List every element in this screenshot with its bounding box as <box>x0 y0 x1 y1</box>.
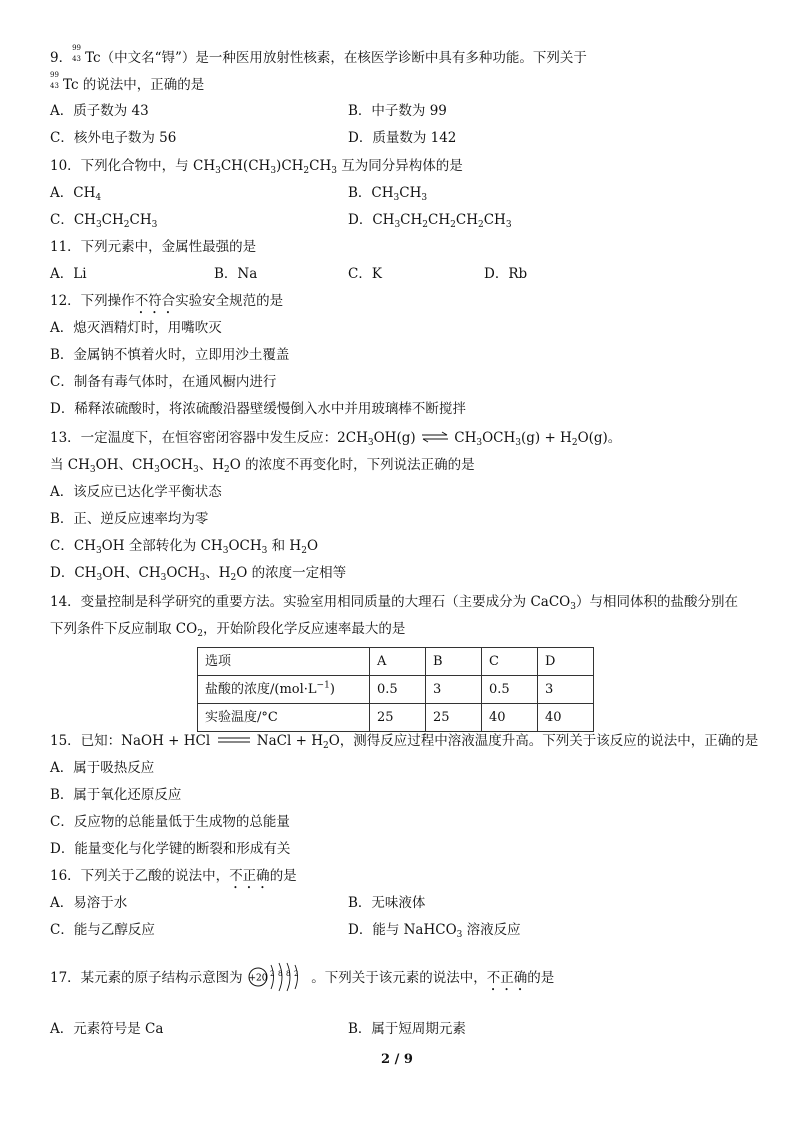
q16-option-b[interactable]: B．无味液体 <box>348 895 426 911</box>
q13-option-b[interactable]: B．正、逆反应速率均为零 <box>50 511 209 527</box>
q9-stem-line2: 99 43 Tc 的说法中，正确的是 <box>50 71 205 93</box>
q14-stem-line1: 14．变量控制是科学研究的重要方法。实验室用相同质量的大理石（主要成分为 CaCO$_3$）与相同体积的盐酸分别在 <box>50 594 738 612</box>
q10-formula: $CH_3CH(CH_3)CH_2CH_3$ <box>192 158 337 176</box>
q13-stem-line2: 当 $CH_3OH$、$CH_3OCH_3$、$H_2O$ 的浓度不再变化时，下列说法正确的是 <box>50 457 475 475</box>
nucleus-charge: +20 <box>248 973 268 984</box>
table-row <box>198 704 594 732</box>
table-header-cell: C <box>482 648 538 676</box>
q16-option-a[interactable]: A．易溶于水 <box>50 895 128 911</box>
q9-option-b[interactable]: B．中子数为 99 <box>348 103 447 119</box>
q13-option-a[interactable]: A．该反应已达化学平衡状态 <box>50 484 222 500</box>
q15-option-c[interactable]: C．反应物的总能量低于生成物的总能量 <box>50 814 290 830</box>
q17-option-a[interactable]: A．元素符号是 Ca <box>50 1021 164 1037</box>
q15-option-a[interactable]: A．属于吸热反应 <box>50 760 155 776</box>
table-row <box>198 676 594 704</box>
table-cell: 3 <box>538 676 594 704</box>
emphasis-text: 不正确 <box>229 868 270 884</box>
table-cell: 0.5 <box>370 676 426 704</box>
q11-option-b[interactable]: B．Na <box>214 266 258 282</box>
shell-electrons: 8 <box>277 970 283 978</box>
q11-option-c[interactable]: C．K <box>348 266 382 282</box>
emphasis-text: 不正确 <box>486 970 528 986</box>
table-header-cell: A <box>370 648 426 676</box>
page-number: 2 / 9 <box>381 1052 413 1067</box>
table-cell: 0.5 <box>482 676 538 704</box>
q12-option-a[interactable]: A．熄灭酒精灯时，用嘴吹灭 <box>50 320 222 336</box>
table-cell: 3 <box>426 676 482 704</box>
q10-option-d[interactable]: D．$CH_3CH_2CH_2CH_2CH_3$ <box>348 212 512 230</box>
shell-electrons: 2 <box>293 970 299 978</box>
table-header-row <box>198 648 594 676</box>
reversible-arrow-icon <box>420 430 450 444</box>
table-cell: 40 <box>538 704 594 732</box>
q9-option-a[interactable]: A．质子数为 43 <box>50 103 149 119</box>
table-header-cell: B <box>426 648 482 676</box>
atomic-structure-diagram <box>247 960 307 994</box>
q9-option-d[interactable]: D．质量数为 142 <box>348 130 457 146</box>
table-cell: 40 <box>482 704 538 732</box>
table-header-cell: D <box>538 648 594 676</box>
tc99-isotope: 99 43 <box>72 44 82 63</box>
q10-option-a[interactable]: A．$CH_4$ <box>50 185 102 203</box>
reaction-equals-icon <box>215 734 253 746</box>
q10-option-c[interactable]: C．$CH_3CH_2CH_3$ <box>50 212 158 230</box>
q16-option-c[interactable]: C．能与乙醇反应 <box>50 922 155 938</box>
q11-option-d[interactable]: D．Rb <box>484 266 528 282</box>
q12-option-d[interactable]: D．稀释浓硫酸时，将浓硫酸沿器壁缓慢倒入水中并用玻璃棒不断搅拌 <box>50 401 466 417</box>
table-cell: 实验温度/°C <box>198 704 370 732</box>
emphasis-text: 不符合 <box>134 293 176 309</box>
shell-electrons: 8 <box>285 970 291 978</box>
q12-option-b[interactable]: B．金属钠不慎着火时，立即用沙土覆盖 <box>50 347 290 363</box>
q9-stem-line1: 9． 99 43 Tc（中文名“锝”）是一种医用放射性核素，在核医学诊断中具有多种功能。下列关于 <box>50 44 587 66</box>
q9-option-c[interactable]: C．核外电子数为 56 <box>50 130 177 146</box>
q17-stem: 17．某元素的原子结构示意图为 +20 2 8 8 2 。下列关于该元素的说法中，不正确的是 <box>50 960 554 994</box>
q14-stem-line2: 下列条件下反应制取 $CO_2$，开始阶段化学反应速率最大的是 <box>50 621 406 639</box>
q15-option-d[interactable]: D．能量变化与化学键的断裂和形成有关 <box>50 841 291 857</box>
q13-option-d[interactable]: D．$CH_3OH$、$CH_3OCH_3$、$H_2O$ 的浓度一定相等 <box>50 565 347 583</box>
q10-option-b[interactable]: B．$CH_3CH_3$ <box>348 185 428 203</box>
table-cell: 盐酸的浓度$/(mol\cdot L^{-1})$ <box>198 676 370 704</box>
table-cell: 25 <box>370 704 426 732</box>
q15-option-b[interactable]: B．属于氧化还原反应 <box>50 787 182 803</box>
q16-option-d[interactable]: D．能与 NaHCO$_3$ 溶液反应 <box>348 922 521 940</box>
q11-stem: 11．下列元素中，金属性最强的是 <box>50 239 257 255</box>
q15-stem: 15．已知：NaOH + HCl NaCl + $H_2O$，测得反应过程中溶液温度升高。下列关于该反应的说法中，正确的是 <box>50 733 759 751</box>
q17-option-b[interactable]: B．属于短周期元素 <box>348 1021 466 1037</box>
tc99-isotope: 99 43 <box>50 71 59 90</box>
q13-stem-line1: 13．一定温度下，在恒容密闭容器中发生反应：$2CH_3OH(g) CH_3OCH_3(g) + H_2O(g)$。 <box>50 430 622 448</box>
q11-option-a[interactable]: A．Li <box>50 266 87 282</box>
conditions-table <box>197 647 594 732</box>
q10-stem: 10．下列化合物中，与 $CH_3CH(CH_3)CH_2CH_3$ 互为同分异构体的是 <box>50 158 463 176</box>
table-header-cell: 选项 <box>198 648 370 676</box>
table-cell: 25 <box>426 704 482 732</box>
shell-electrons: 2 <box>269 970 275 978</box>
q12-stem: 12．下列操作不符合实验安全规范的是 <box>50 293 284 309</box>
q13-option-c[interactable]: C．$CH_3OH$ 全部转化为 $CH_3OCH_3$ 和 $H_2O$ <box>50 538 319 556</box>
q12-option-c[interactable]: C．制备有毒气体时，在通风橱内进行 <box>50 374 277 390</box>
q16-stem: 16．下列关于乙酸的说法中，不正确的是 <box>50 868 297 884</box>
